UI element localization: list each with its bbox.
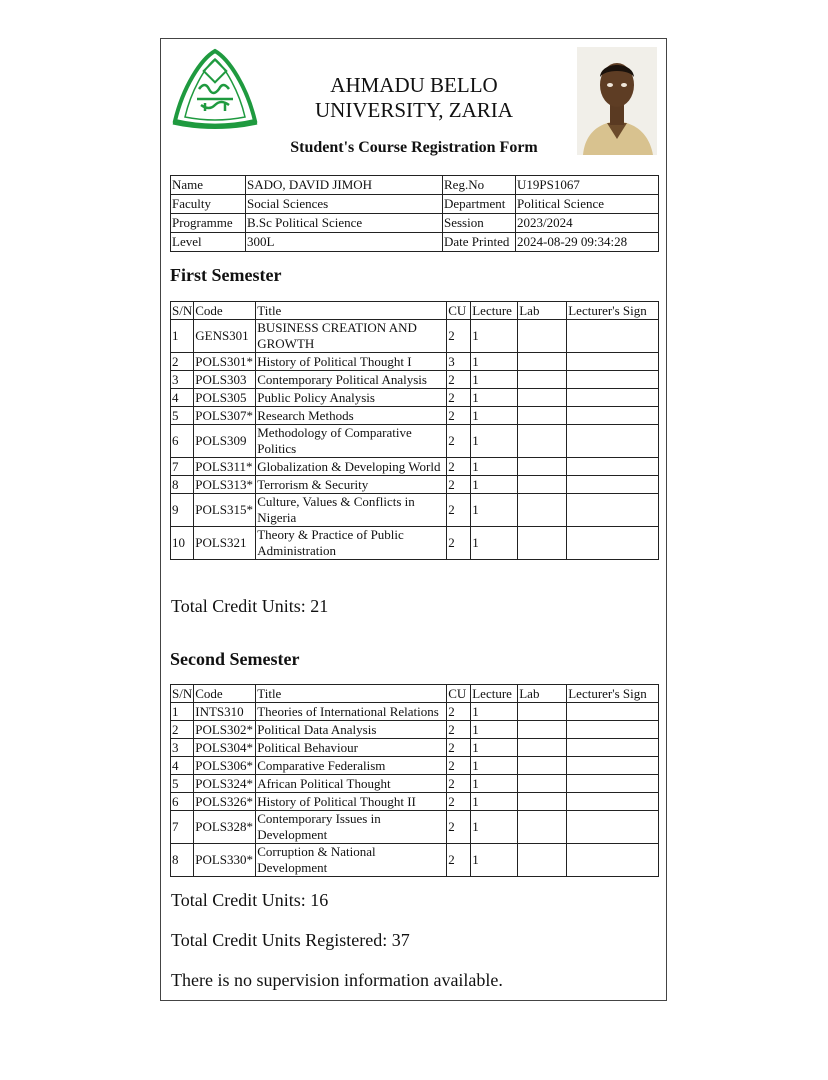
course-lab xyxy=(518,703,567,721)
col-lecturer-sign: Lecturer's Sign xyxy=(567,685,659,703)
course-lecture: 1 xyxy=(471,757,518,775)
form-title: Student's Course Registration Form xyxy=(290,139,538,156)
course-sn: 10 xyxy=(171,527,194,560)
course-lecture: 1 xyxy=(471,425,518,458)
student-info-table xyxy=(170,175,659,252)
table-row xyxy=(171,527,659,560)
course-sn: 1 xyxy=(171,320,194,353)
course-sn: 6 xyxy=(171,793,194,811)
course-code: POLS303 xyxy=(194,371,256,389)
course-cu: 2 xyxy=(447,407,471,425)
lecturer-sign-cell xyxy=(567,476,659,494)
course-cu: 3 xyxy=(447,353,471,371)
course-lecture: 1 xyxy=(471,407,518,425)
course-sn: 5 xyxy=(171,407,194,425)
session-label: Session xyxy=(443,214,516,233)
table-row xyxy=(171,775,659,793)
course-code: POLS311* xyxy=(194,458,256,476)
level-label: Level xyxy=(171,233,246,252)
course-title: Contemporary Political Analysis xyxy=(256,371,447,389)
table-row xyxy=(171,476,659,494)
course-lecture: 1 xyxy=(471,389,518,407)
course-lab xyxy=(518,389,567,407)
university-name-line2: UNIVERSITY, ZARIA xyxy=(315,98,513,122)
date-printed-label: Date Printed xyxy=(443,233,516,252)
department-value: Political Science xyxy=(516,195,659,214)
course-lab xyxy=(518,844,567,877)
course-lecture: 1 xyxy=(471,371,518,389)
course-lab xyxy=(518,425,567,458)
course-sn: 5 xyxy=(171,775,194,793)
course-cu: 2 xyxy=(447,757,471,775)
course-code: POLS326* xyxy=(194,793,256,811)
course-lab xyxy=(518,739,567,757)
course-lecture: 1 xyxy=(471,739,518,757)
course-code: POLS324* xyxy=(194,775,256,793)
session-value: 2023/2024 xyxy=(516,214,659,233)
programme-label: Programme xyxy=(171,214,246,233)
course-cu: 2 xyxy=(447,425,471,458)
course-cu: 2 xyxy=(447,811,471,844)
course-sn: 7 xyxy=(171,458,194,476)
lecturer-sign-cell xyxy=(567,425,659,458)
col-lab: Lab xyxy=(518,302,567,320)
col-title: Title xyxy=(256,685,447,703)
course-title: Culture, Values & Conflicts in Nigeria xyxy=(256,494,447,527)
course-code: POLS313* xyxy=(194,476,256,494)
course-lab xyxy=(518,407,567,425)
registration-form xyxy=(160,38,667,1001)
course-sn: 3 xyxy=(171,371,194,389)
lecturer-sign-cell xyxy=(567,407,659,425)
second-semester-table xyxy=(170,684,659,877)
second-semester-total: Total Credit Units: 16 xyxy=(171,890,329,910)
course-title: Political Data Analysis xyxy=(256,721,447,739)
course-lab xyxy=(518,793,567,811)
course-title: Public Policy Analysis xyxy=(256,389,447,407)
course-title: Corruption & National Development xyxy=(256,844,447,877)
course-sn: 4 xyxy=(171,389,194,407)
course-sn: 8 xyxy=(171,844,194,877)
lecturer-sign-cell xyxy=(567,739,659,757)
course-lecture: 1 xyxy=(471,458,518,476)
programme-value: B.Sc Political Science xyxy=(246,214,443,233)
first-semester-total: Total Credit Units: 21 xyxy=(171,596,329,616)
course-lab xyxy=(518,476,567,494)
course-cu: 2 xyxy=(447,458,471,476)
course-cu: 2 xyxy=(447,320,471,353)
course-cu: 2 xyxy=(447,476,471,494)
table-header-row xyxy=(171,302,659,320)
course-code: POLS309 xyxy=(194,425,256,458)
course-code: POLS305 xyxy=(194,389,256,407)
faculty-label: Faculty xyxy=(171,195,246,214)
course-lab xyxy=(518,757,567,775)
course-lecture: 1 xyxy=(471,494,518,527)
course-title: Terrorism & Security xyxy=(256,476,447,494)
first-semester-heading: First Semester xyxy=(170,265,282,285)
name-label: Name xyxy=(171,176,246,195)
table-row xyxy=(171,458,659,476)
lecturer-sign-cell xyxy=(567,320,659,353)
table-row xyxy=(171,389,659,407)
course-lecture: 1 xyxy=(471,793,518,811)
course-cu: 2 xyxy=(447,721,471,739)
lecturer-sign-cell xyxy=(567,793,659,811)
table-row xyxy=(171,811,659,844)
course-sn: 2 xyxy=(171,353,194,371)
table-row xyxy=(171,757,659,775)
course-lecture: 1 xyxy=(471,703,518,721)
course-cu: 2 xyxy=(447,703,471,721)
col-lab: Lab xyxy=(518,685,567,703)
course-title: Theories of International Relations xyxy=(256,703,447,721)
col-title: Title xyxy=(256,302,447,320)
table-row xyxy=(171,494,659,527)
department-label: Department xyxy=(443,195,516,214)
course-title: Contemporary Issues in Development xyxy=(256,811,447,844)
course-code: POLS321 xyxy=(194,527,256,560)
course-lab xyxy=(518,721,567,739)
lecturer-sign-cell xyxy=(567,527,659,560)
col-lecturer-sign: Lecturer's Sign xyxy=(567,302,659,320)
col-cu: CU xyxy=(447,302,471,320)
course-lab xyxy=(518,320,567,353)
lecturer-sign-cell xyxy=(567,353,659,371)
course-lecture: 1 xyxy=(471,844,518,877)
course-sn: 8 xyxy=(171,476,194,494)
course-sn: 9 xyxy=(171,494,194,527)
lecturer-sign-cell xyxy=(567,389,659,407)
course-cu: 2 xyxy=(447,775,471,793)
course-code: POLS307* xyxy=(194,407,256,425)
course-code: POLS315* xyxy=(194,494,256,527)
course-code: POLS306* xyxy=(194,757,256,775)
supervision-note: There is no supervision information available. xyxy=(171,970,503,990)
name-value: SADO, DAVID JIMOH xyxy=(246,176,443,195)
course-cu: 2 xyxy=(447,793,471,811)
table-row xyxy=(171,844,659,877)
course-sn: 4 xyxy=(171,757,194,775)
col-lecture: Lecture xyxy=(471,302,518,320)
course-lab xyxy=(518,494,567,527)
table-row xyxy=(171,739,659,757)
course-title: BUSINESS CREATION AND GROWTH xyxy=(256,320,447,353)
course-code: POLS328* xyxy=(194,811,256,844)
course-sn: 7 xyxy=(171,811,194,844)
course-lecture: 1 xyxy=(471,320,518,353)
table-row xyxy=(171,353,659,371)
lecturer-sign-cell xyxy=(567,721,659,739)
second-semester-heading: Second Semester xyxy=(170,649,300,669)
course-code: POLS304* xyxy=(194,739,256,757)
course-title: African Political Thought xyxy=(256,775,447,793)
course-lecture: 1 xyxy=(471,775,518,793)
course-sn: 6 xyxy=(171,425,194,458)
table-row xyxy=(171,371,659,389)
course-cu: 2 xyxy=(447,371,471,389)
regno-label: Reg.No xyxy=(443,176,516,195)
course-cu: 2 xyxy=(447,844,471,877)
course-code: POLS301* xyxy=(194,353,256,371)
course-title: Methodology of Comparative Politics xyxy=(256,425,447,458)
course-lecture: 1 xyxy=(471,721,518,739)
course-sn: 1 xyxy=(171,703,194,721)
course-sn: 3 xyxy=(171,739,194,757)
course-title: History of Political Thought I xyxy=(256,353,447,371)
student-photo xyxy=(577,47,657,155)
table-row xyxy=(171,425,659,458)
course-lab xyxy=(518,811,567,844)
course-lab xyxy=(518,458,567,476)
course-code: INTS310 xyxy=(194,703,256,721)
university-name-line1: AHMADU BELLO xyxy=(330,73,498,97)
col-code: Code xyxy=(194,685,256,703)
lecturer-sign-cell xyxy=(567,703,659,721)
course-title: Globalization & Developing World xyxy=(256,458,447,476)
lecturer-sign-cell xyxy=(567,458,659,476)
course-title: History of Political Thought II xyxy=(256,793,447,811)
level-value: 300L xyxy=(246,233,443,252)
course-lab xyxy=(518,371,567,389)
course-lecture: 1 xyxy=(471,476,518,494)
course-sn: 2 xyxy=(171,721,194,739)
course-cu: 2 xyxy=(447,389,471,407)
course-code: GENS301 xyxy=(194,320,256,353)
lecturer-sign-cell xyxy=(567,757,659,775)
course-title: Research Methods xyxy=(256,407,447,425)
course-title: Comparative Federalism xyxy=(256,757,447,775)
first-semester-table xyxy=(170,301,659,560)
lecturer-sign-cell xyxy=(567,811,659,844)
lecturer-sign-cell xyxy=(567,494,659,527)
date-printed-value: 2024-08-29 09:34:28 xyxy=(516,233,659,252)
course-code: POLS302* xyxy=(194,721,256,739)
faculty-value: Social Sciences xyxy=(246,195,443,214)
lecturer-sign-cell xyxy=(567,775,659,793)
col-lecture: Lecture xyxy=(471,685,518,703)
course-lecture: 1 xyxy=(471,527,518,560)
course-cu: 2 xyxy=(447,739,471,757)
course-lab xyxy=(518,775,567,793)
table-row xyxy=(171,320,659,353)
table-row xyxy=(171,721,659,739)
course-lab xyxy=(518,527,567,560)
lecturer-sign-cell xyxy=(567,844,659,877)
lecturer-sign-cell xyxy=(567,371,659,389)
course-cu: 2 xyxy=(447,494,471,527)
col-cu: CU xyxy=(447,685,471,703)
table-row xyxy=(171,407,659,425)
col-sn: S/N xyxy=(172,685,193,701)
course-lecture: 1 xyxy=(471,353,518,371)
university-name xyxy=(251,73,577,123)
course-code: POLS330* xyxy=(194,844,256,877)
course-lab xyxy=(518,353,567,371)
university-logo xyxy=(169,47,261,129)
col-code: Code xyxy=(194,302,256,320)
table-header-row xyxy=(171,685,659,703)
table-row xyxy=(171,793,659,811)
col-sn: S/N xyxy=(172,302,193,318)
course-title: Theory & Practice of Public Administration xyxy=(256,527,447,560)
regno-value: U19PS1067 xyxy=(516,176,659,195)
course-title: Political Behaviour xyxy=(256,739,447,757)
grand-total: Total Credit Units Registered: 37 xyxy=(171,930,410,950)
table-row xyxy=(171,703,659,721)
course-lecture: 1 xyxy=(471,811,518,844)
course-cu: 2 xyxy=(447,527,471,560)
